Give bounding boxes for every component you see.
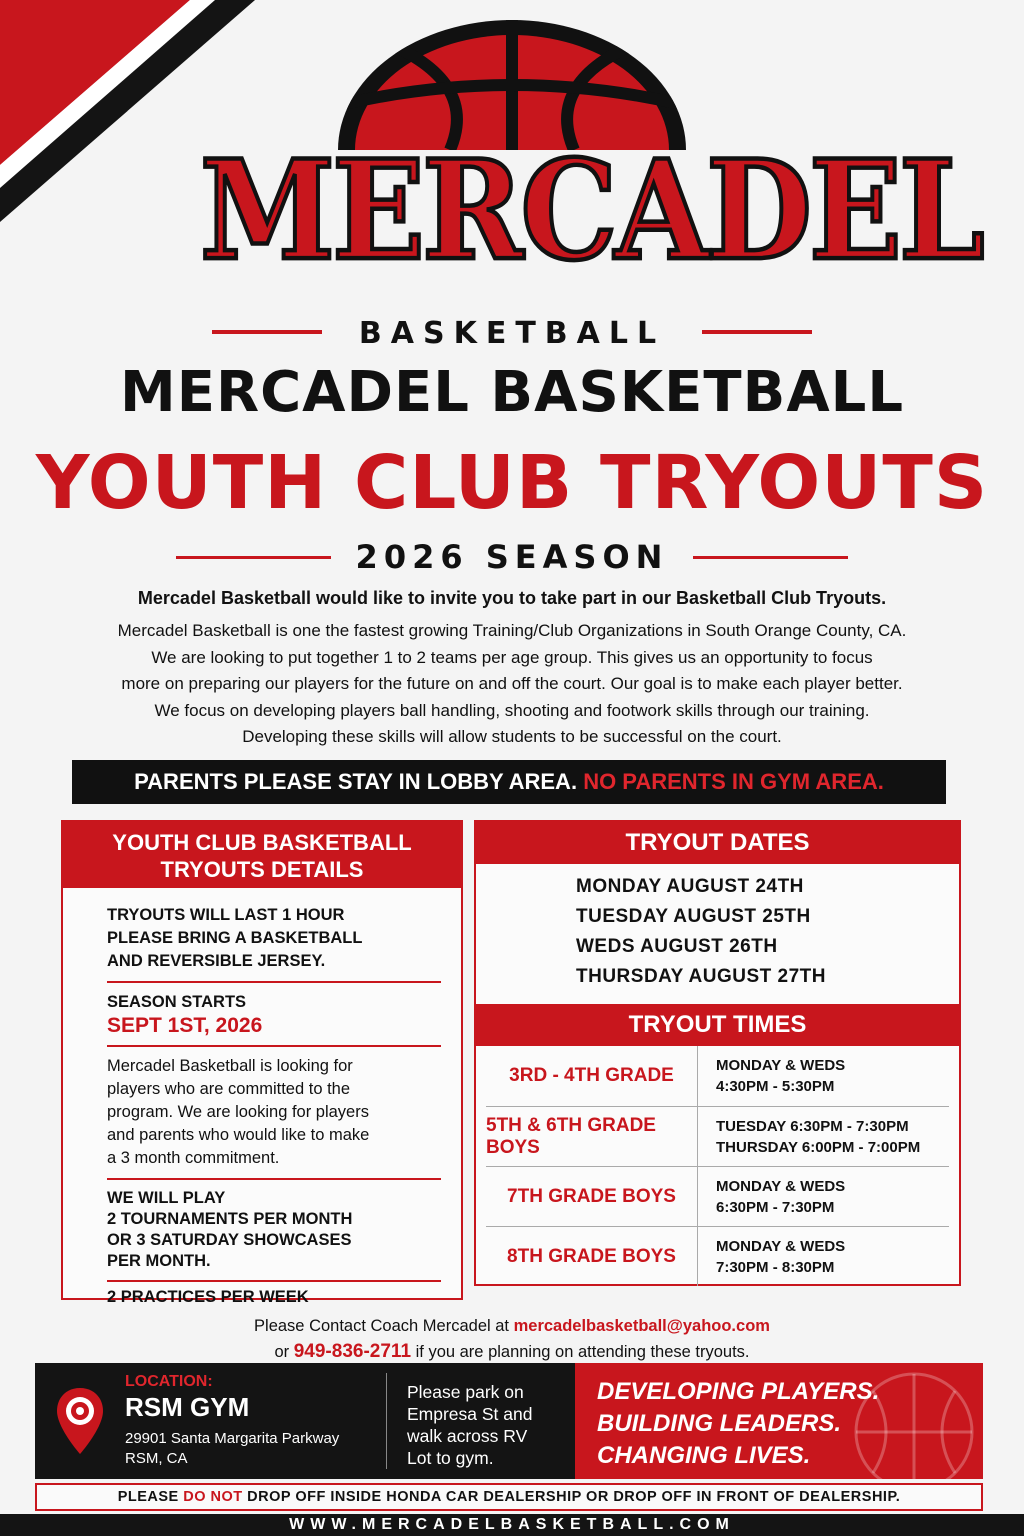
slogan-section (575, 1363, 983, 1479)
tryout-details-panel (61, 820, 463, 1306)
table-row (486, 1106, 949, 1166)
mercadel-logo (200, 10, 982, 351)
detail-line: a 3 month commitment. (107, 1149, 280, 1167)
time-line: MONDAY & WEDS (716, 1177, 846, 1195)
address-line: 29901 Santa Margarita Parkway (125, 1430, 340, 1447)
parking-line: Empresa St and (407, 1404, 533, 1424)
time-line: MONDAY & WEDS (716, 1057, 846, 1074)
dropoff-warning (35, 1483, 983, 1511)
logo-wordmark: MERCADEL (200, 129, 982, 291)
season-label: 2026 SEASON (355, 538, 669, 576)
time-line: TUESDAY 6:30PM - 7:30PM (716, 1117, 909, 1135)
warning-part1: PLEASE (117, 1489, 179, 1505)
table-row (486, 1166, 949, 1226)
time-cell (698, 1167, 845, 1226)
times-header: TRYOUT TIMES (476, 1004, 959, 1046)
contact-info (0, 1314, 1024, 1365)
intro-line: We focus on developing players ball handling, shooting and footwork skills through our training. (154, 700, 870, 720)
parking-line: Please park on (407, 1382, 524, 1402)
details-header-line: TRYOUTS DETAILS (160, 857, 364, 882)
detail-line: players who are committed to the (107, 1080, 351, 1098)
detail-line: AND REVERSIBLE JERSEY. (107, 952, 326, 970)
details-header-line: YOUTH CLUB BASKETBALL (112, 830, 412, 855)
slogan-line: DEVELOPING PLAYERS. (597, 1378, 880, 1405)
detail-line: Mercadel Basketball is looking for (107, 1057, 353, 1075)
detail-line: TRYOUTS WILL LAST 1 HOUR (107, 906, 345, 924)
table-row (486, 1226, 949, 1286)
intro-line: Mercadel Basketball is one the fastest growing Training/Club Organizations in South Orange County, CA. (117, 621, 907, 640)
footer-banner (35, 1363, 983, 1479)
warning-part3: DROP OFF INSIDE HONDA CAR DEALERSHIP OR DROP OFF IN FRONT OF DEALERSHIP. (247, 1489, 901, 1505)
dates-header: TRYOUT DATES (476, 822, 959, 864)
time-cell (698, 1227, 845, 1286)
website-link[interactable]: WWW.MERCADELBASKETBALL.COM (0, 1514, 1024, 1536)
parking-line: Lot to gym. (407, 1448, 494, 1468)
play-schedule-block (107, 1180, 441, 1282)
location-details (125, 1373, 387, 1469)
date-item: WEDS AUGUST 26TH (576, 936, 778, 957)
location-label: LOCATION: (125, 1373, 213, 1390)
grade-cell: 3RD - 4TH GRADE (486, 1046, 698, 1106)
detail-line: OR 3 SATURDAY SHOWCASES (107, 1231, 352, 1249)
detail-line: 2 TOURNAMENTS PER MONTH (107, 1210, 353, 1228)
time-cell (698, 1046, 845, 1106)
detail-line: PLEASE BRING A BASKETBALL (107, 929, 363, 947)
notice-part2: NO PARENTS IN GYM AREA. (583, 769, 884, 794)
intro-paragraph (60, 618, 964, 751)
time-line: 7:30PM - 8:30PM (716, 1258, 835, 1276)
date-item: MONDAY AUGUST 24TH (576, 876, 804, 897)
location-name: RSM GYM (125, 1392, 250, 1422)
detail-line: PER MONTH. (107, 1252, 211, 1270)
season-start-date: SEPT 1ST, 2026 (107, 1014, 263, 1037)
detail-line: program. We are looking for players (107, 1103, 369, 1121)
address-line: RSM, CA (125, 1450, 188, 1467)
time-line: 6:30PM - 7:30PM (716, 1198, 835, 1216)
detail-line: 2 PRACTICES PER WEEK (107, 1288, 309, 1306)
tryout-dates-panel (474, 820, 961, 1286)
warning-part2: DO NOT (183, 1489, 243, 1505)
parking-line: walk across RV (407, 1426, 528, 1446)
grade-cell: 5TH & 6TH GRADE BOYS (486, 1107, 698, 1166)
grade-cell: 7TH GRADE BOYS (486, 1167, 698, 1226)
time-line: 4:30PM - 5:30PM (716, 1078, 835, 1095)
table-row (486, 1046, 949, 1106)
time-cell (698, 1107, 920, 1166)
detail-line: WE WILL PLAY (107, 1189, 226, 1207)
time-line: MONDAY & WEDS (716, 1237, 846, 1255)
contact-suffix: if you are planning on attending these tryouts. (415, 1343, 750, 1361)
season-start-block (107, 983, 441, 1047)
tryout-length-block (107, 888, 441, 983)
grade-cell: 8TH GRADE BOYS (486, 1227, 698, 1286)
intro-line: more on preparing our players for the future on and off the court. Our goal is to make each player better. (121, 674, 903, 693)
practices-block (107, 1282, 441, 1317)
intro-line: Developing these skills will allow students to be successful on the court. (242, 727, 782, 746)
times-table (476, 1046, 959, 1286)
time-line: THURSDAY 6:00PM - 7:00PM (716, 1138, 921, 1156)
parking-instructions (387, 1363, 567, 1479)
slogan-line: BUILDING LEADERS. (597, 1410, 842, 1437)
parents-notice-banner (72, 760, 946, 804)
location-address (125, 1429, 386, 1469)
contact-phone-link[interactable]: 949-836-2711 (293, 1341, 412, 1362)
basketball-outline-icon (849, 1367, 979, 1479)
intro-line: We are looking to put together 1 to 2 teams per age group. This gives us an opportunity to focus (151, 647, 873, 667)
page-subtitle: YOUTH CLUB TRYOUTS (35, 440, 989, 526)
dates-list (476, 864, 959, 1004)
map-pin-icon (35, 1363, 125, 1479)
location-section (35, 1363, 575, 1479)
notice-part1: PARENTS PLEASE STAY IN LOBBY AREA. (134, 769, 578, 794)
season-start-label: SEASON STARTS (107, 993, 247, 1011)
page-title: MERCADEL BASKETBALL (119, 360, 905, 425)
logo-subtitle: BASKETBALL (358, 316, 666, 351)
date-item: THURSDAY AUGUST 27TH (576, 966, 827, 987)
contact-or: or (274, 1343, 290, 1361)
contact-email-link[interactable]: mercadelbasketball@yahoo.com (513, 1317, 770, 1335)
slogan-line: CHANGING LIVES. (597, 1442, 811, 1469)
contact-prefix: Please Contact Coach Mercadel at (254, 1317, 509, 1335)
details-header (63, 822, 461, 888)
date-item: TUESDAY AUGUST 25TH (576, 906, 811, 927)
detail-line: and parents who would like to make (107, 1126, 370, 1144)
commitment-block (107, 1047, 441, 1180)
invite-text: Mercadel Basketball would like to invite you to take part in our Basketball Club Tryouts. (137, 588, 887, 608)
